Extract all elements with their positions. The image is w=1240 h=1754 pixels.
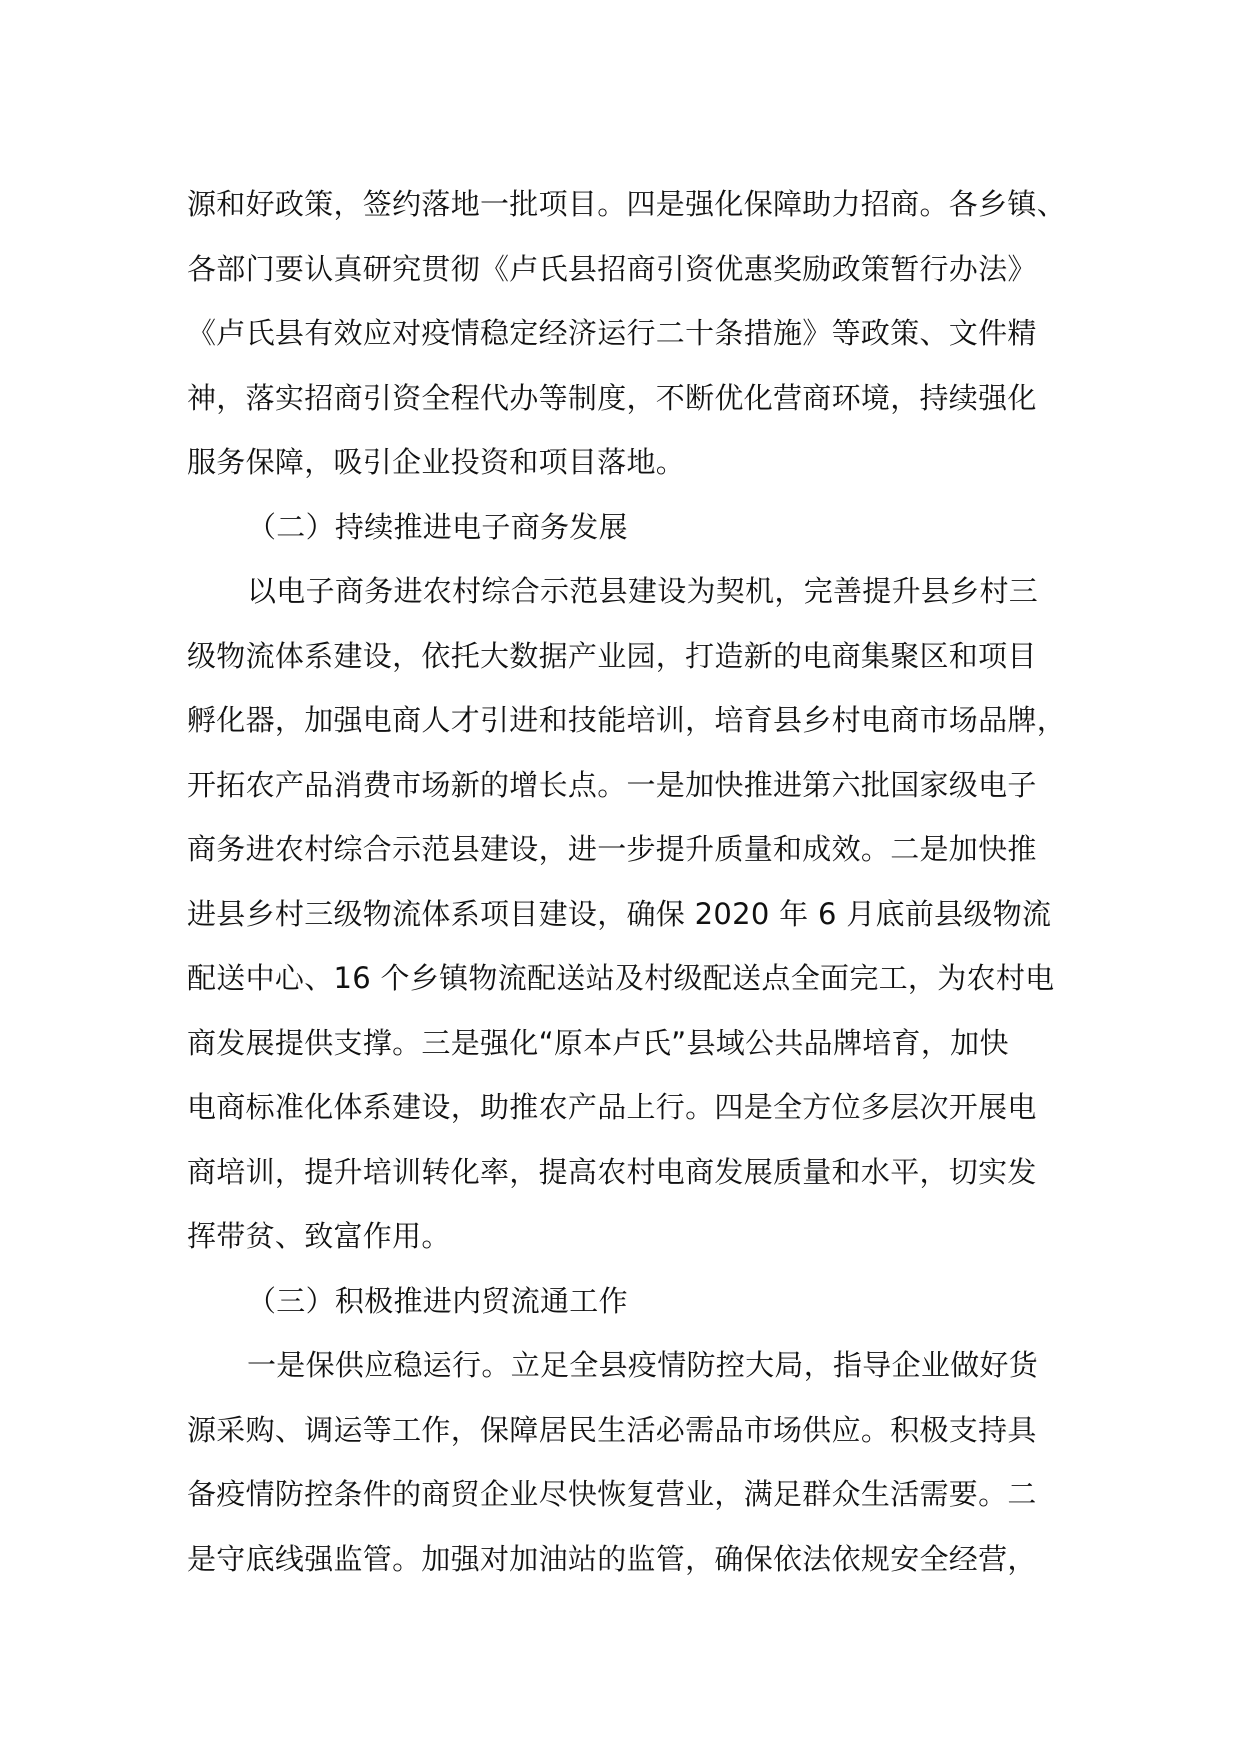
text-line: 配送中心、16 个乡镇物流配送站及村级配送点全面完工，为农村电 [187,961,1055,995]
text-line: 级物流体系建设，依托大数据产业园，打造新的电商集聚区和项目 [187,638,1037,673]
text-line: 以电子商务进农村综合示范县建设为契机，完善提升县乡村三 [247,574,1039,608]
text-line: 《卢氏县有效应对疫情稳定经济运行二十条措施》等政策、文件精 [187,316,1037,350]
text-line: 神，落实招商引资全程代办等制度，不断优化营商环境，持续强化 [187,380,1037,415]
text-line: 孵化器，加强电商人才引进和技能培训，培育县乡村电商市场品牌， [187,703,1067,737]
text-line: 商发展提供支撑。三是强化“原本卢氏”县域公共品牌培育，加快 [187,1025,1009,1060]
text-line: 各部门要认真研究贯彻《卢氏县招商引资优惠奖励政策暂行办法》 [187,251,1037,286]
text-line: 是守底线强监管。加强对加油站的监管，确保依法依规安全经营， [187,1541,1037,1576]
text-line: 商培训，提升培训转化率，提高农村电商发展质量和水平，切实发 [187,1154,1037,1189]
text-line: 服务保障，吸引企业投资和项目落地。 [187,445,686,479]
text-line: 源和好政策，签约落地一批项目。四是强化保障助力招商。各乡镇、 [187,187,1067,221]
text-line: 开拓农产品消费市场新的增长点。一是加快推进第六批国家级电子 [187,767,1037,802]
text-line: （二）持续推进电子商务发展 [247,509,628,544]
text-line: 备疫情防控条件的商贸企业尽快恢复营业，满足群众生活需要。二 [187,1477,1037,1511]
text-line: 电商标准化体系建设，助推农产品上行。四是全方位多层次开展电 [187,1090,1037,1124]
text-line: 进县乡村三级物流体系项目建设，确保 2020 年 6 月底前县级物流 [187,896,1052,931]
text-line: 一是保供应稳运行。立足全县疫情防控大局，指导企业做好货 [247,1348,1039,1382]
text-line: 源采购、调运等工作，保障居民生活必需品市场供应。积极支持具 [187,1412,1037,1447]
text-line: （三）积极推进内贸流通工作 [247,1283,628,1318]
text-line: 商务进农村综合示范县建设，进一步提升质量和成效。二是加快推 [187,832,1037,866]
text-line: 挥带贫、致富作用。 [187,1219,451,1253]
document-body [187,172,1067,1591]
